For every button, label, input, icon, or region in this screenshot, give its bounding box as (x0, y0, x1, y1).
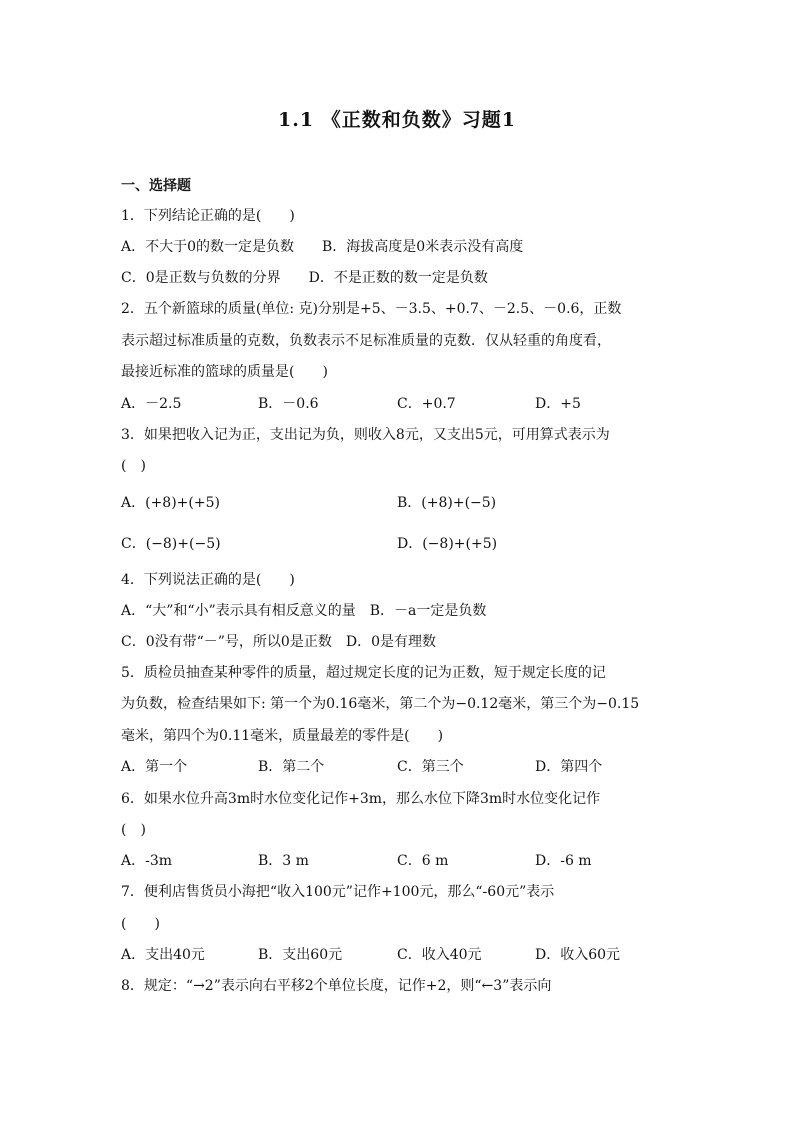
question-7-stem-line1: 7．便利店售货员小海把“收入100元”记作+100元，那么“-60元”表示 (121, 884, 555, 900)
question-5-stem-line3: 毫米，第四个为0.11毫米，质量最差的零件是( ) (121, 728, 444, 744)
question-1-options-row1: A．不大于0的数一定是负数 B．海拔高度是0米表示没有高度 (121, 239, 524, 255)
question-8-stem-line1: 8．规定：“→2”表示向右平移2个单位长度，记作+2，则“←3”表示向 (121, 978, 552, 994)
question-1-options-row2: C．0是正数与负数的分界 D．不是正数的数一定是负数 (121, 270, 488, 286)
page-title: 1.1 《正数和负数》习题1 (278, 109, 516, 131)
question-5-option-d: D．第四个 (535, 759, 603, 775)
question-7-option-b: B．支出60元 (258, 947, 343, 963)
question-5-option-b: B．第二个 (258, 759, 325, 775)
question-2-option-b: B．－0.6 (258, 396, 319, 412)
question-4-options-row1: A．“大”和“小”表示具有相反意义的量 B．－a一定是负数 (121, 603, 487, 619)
question-4-options-row2: C．0没有带“－”号，所以0是正数 D．0是有理数 (121, 634, 436, 650)
question-6-option-c: C．6 m (397, 853, 449, 869)
question-6-stem-line2: ( ) (121, 822, 146, 838)
question-2-stem-line2: 表示超过标准质量的克数，负数表示不足标准质量的克数．仅从轻重的角度看， (121, 333, 611, 349)
question-7-option-a: A．支出40元 (121, 947, 205, 963)
question-2-option-a: A．－2.5 (121, 396, 182, 412)
question-4-stem: 4．下列说法正确的是( ) (121, 572, 295, 588)
question-5-stem-line1: 5．质检员抽查某种零件的质量，超过规定长度的记为正数，短于规定长度的记 (121, 665, 606, 681)
question-5-stem-line2: 为负数，检查结果如下: 第一个为0.16毫米，第二个为−0.12毫米，第三个为−0.15 (121, 696, 640, 712)
question-3-option-d: D．(−8)+(+5) (397, 536, 498, 552)
question-2-stem-line3: 最接近标准的篮球的质量是( ) (121, 364, 328, 380)
question-3-stem-line1: 3．如果把收入记为正，支出记为负，则收入8元，又支出5元，可用算式表示为 (121, 427, 610, 443)
question-1-stem: 1．下列结论正确的是( ) (121, 208, 295, 224)
question-5-option-c: C．第三个 (397, 759, 464, 775)
question-3-option-b: B．(+8)+(−5) (397, 495, 497, 511)
question-3-option-a: A．(+8)+(+5) (121, 495, 220, 511)
question-3-stem-line2: ( ) (121, 458, 146, 474)
question-5-option-a: A．第一个 (121, 759, 188, 775)
question-2-option-d: D．+5 (535, 396, 581, 412)
question-6-option-a: A．-3m (121, 853, 173, 869)
question-2-option-c: C．+0.7 (397, 396, 456, 412)
question-3-option-c: C．(−8)+(−5) (121, 536, 221, 552)
question-7-option-d: D．收入60元 (535, 947, 621, 963)
question-2-stem-line1: 2．五个新篮球的质量(单位: 克)分别是+5、－3.5、+0.7、－2.5、－0.6，正数 (121, 301, 622, 317)
question-6-stem-line1: 6．如果水位升高3m时水位变化记作+3m，那么水位下降3m时水位变化记作 (121, 791, 601, 807)
section-heading: 一、选择题 (121, 178, 191, 194)
question-7-option-c: C．收入40元 (397, 947, 482, 963)
question-6-option-d: D．-6 m (535, 853, 592, 869)
question-6-option-b: B．3 m (258, 853, 309, 869)
question-7-stem-line2: ( ) (121, 916, 160, 932)
